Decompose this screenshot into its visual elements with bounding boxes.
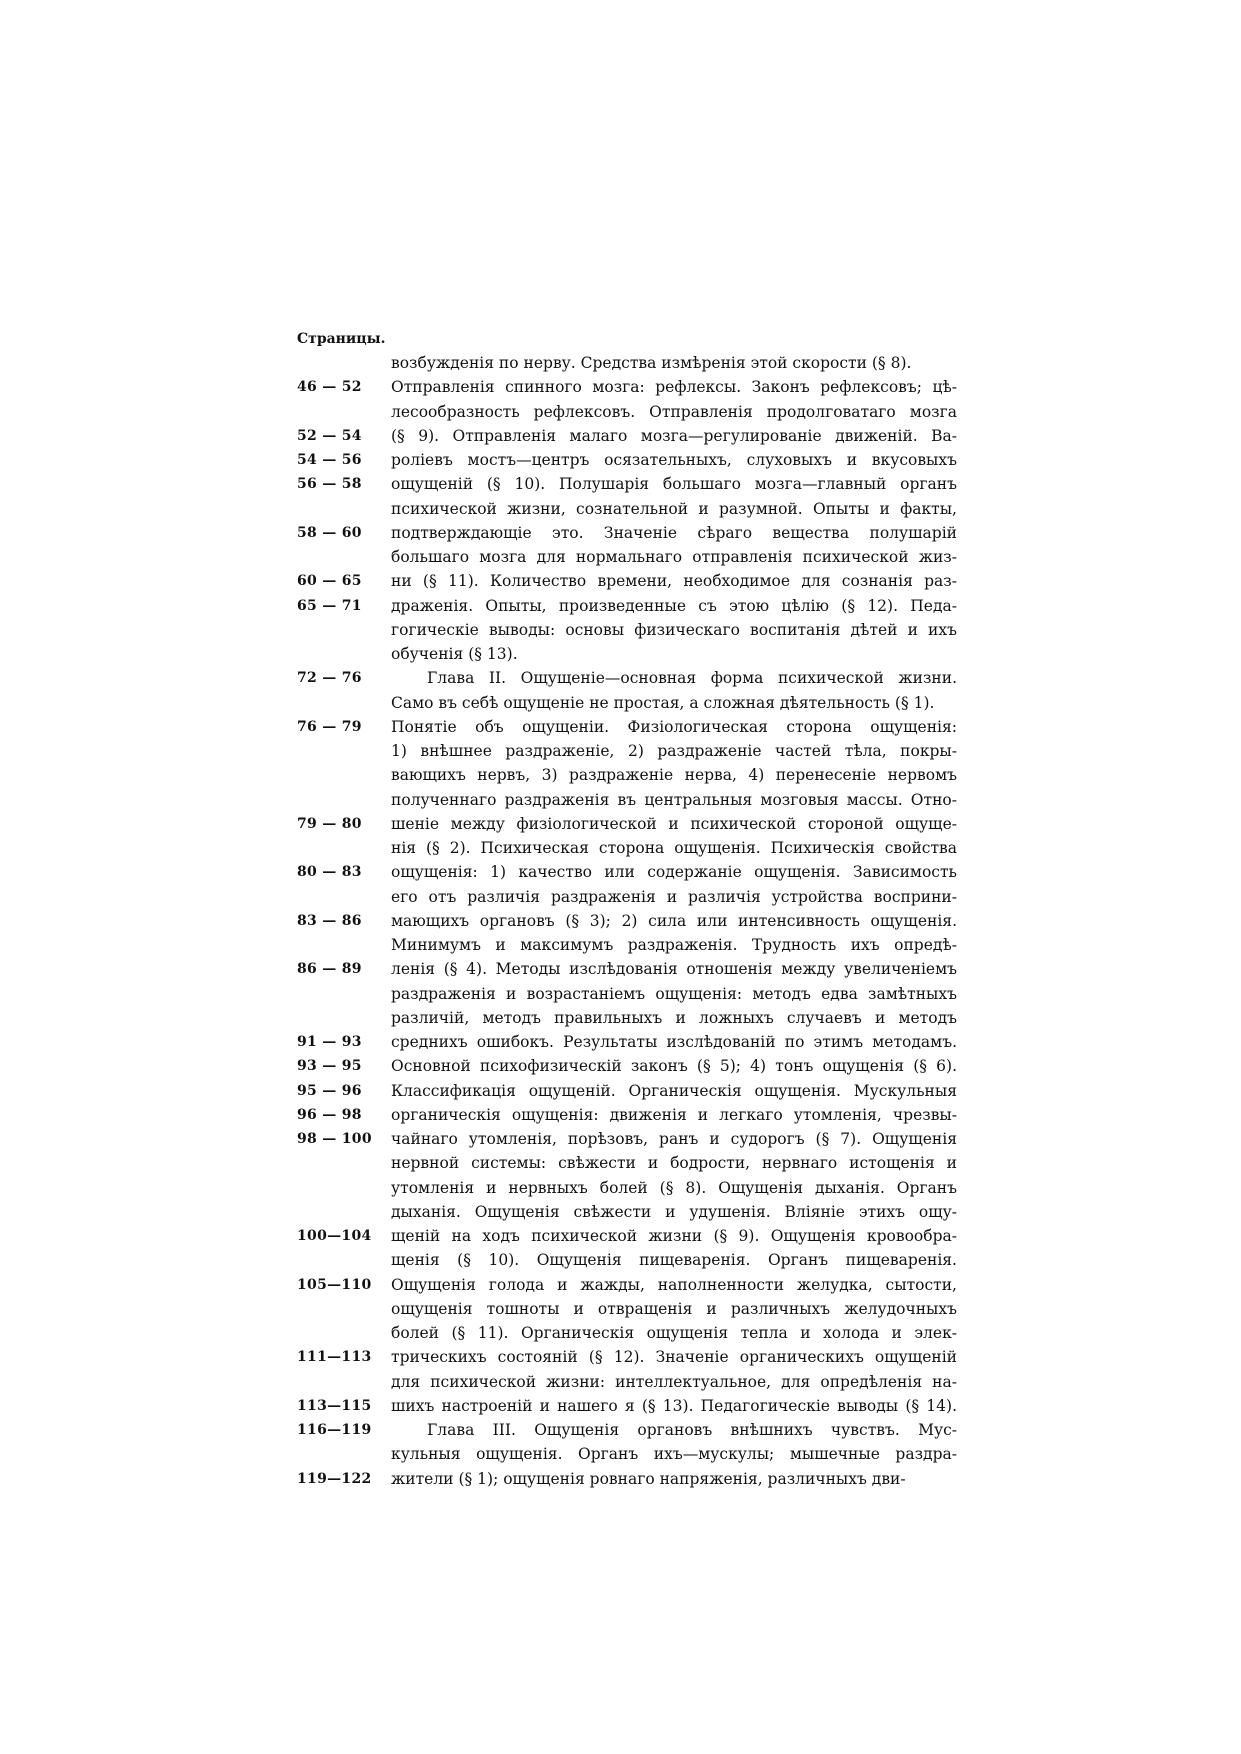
contents-row <box>297 1054 957 1078</box>
contents-text: ощущенія тошноты и отвращенія и различныхъ желудочныхъ <box>391 1299 957 1318</box>
contents-text: Понятіе объ ощущеніи. Физіологическая сторона ощущенія: <box>391 717 957 736</box>
contents-text: для психической жизни: интеллектуальное, для опредѣленія на- <box>391 1372 957 1391</box>
contents-row <box>297 1467 957 1491</box>
contents-row <box>297 594 957 618</box>
contents-row <box>297 666 957 690</box>
contents-row <box>297 1321 957 1345</box>
contents-row <box>297 1273 957 1297</box>
contents-text: его отъ различія раздраженія и различія устройства восприни- <box>391 887 957 906</box>
contents-text: болей (§ 11). Органическія ощущенія тепла и холода и элек- <box>391 1324 957 1342</box>
contents-text: 1) внѣшнее раздраженіе, 2) раздраженіе частей тѣла, покры- <box>391 742 957 760</box>
page-range: 95 — 96 <box>297 1082 362 1099</box>
page-content <box>297 327 957 1491</box>
page-range: 80 — 83 <box>297 864 362 881</box>
contents-row <box>297 1394 957 1418</box>
contents-text: раздраженія и возрастаніемъ ощущенія: методъ едва замѣтныхъ <box>391 984 957 1003</box>
contents-text: среднихъ ошибокъ. Результаты изслѣдованій по этимъ методамъ. <box>391 1033 957 1051</box>
contents-text: нервной системы: свѣжести и бодрости, нервнаго истощенія и <box>391 1154 957 1173</box>
contents-text: трическихъ состояній (§ 12). Значеніе органическихъ ощущеній <box>391 1348 957 1367</box>
page-range: 54 — 56 <box>297 452 362 468</box>
pages-column-header: Страницы. <box>297 331 386 347</box>
contents-row <box>297 1200 957 1224</box>
contents-text: ощущеній (§ 10). Полушарія большаго мозга—главный органъ <box>391 475 957 494</box>
contents-text: возбужденія по нерву. Средства измѣренія этой скорости (§ 8). <box>391 354 912 372</box>
contents-row <box>297 1345 957 1369</box>
contents-text: жители (§ 1); ощущенія ровнаго напряженія, различныхъ дви- <box>391 1469 906 1488</box>
contents-row <box>297 691 957 715</box>
contents-row <box>297 1030 957 1054</box>
contents-text: кульныя ощущенія. Органъ ихъ—мускулы; мышечные раздра- <box>391 1445 957 1464</box>
contents-text: Само въ себѣ ощущеніе не простая, а сложная дѣятельность (§ 1). <box>391 693 935 712</box>
page-range: 98 — 100 <box>297 1131 372 1147</box>
contents-text: Минимумъ и максимумъ раздраженія. Трудность ихъ опредѣ- <box>391 936 957 954</box>
contents-text: большаго мозга для нормальнаго отправленія психической жиз- <box>391 548 957 566</box>
contents-row <box>297 448 957 472</box>
contents-text: утомленія и нервныхъ болей (§ 8). Ощущенія дыханія. Органъ <box>391 1178 957 1197</box>
contents-row <box>297 1103 957 1127</box>
contents-row <box>297 860 957 884</box>
page-range: 60 — 65 <box>297 573 362 590</box>
contents-row <box>297 351 957 375</box>
contents-row <box>297 982 957 1006</box>
contents-text: ленія (§ 4). Методы изслѣдованія отношенія между увеличеніемъ <box>391 960 957 979</box>
page-range: 105—110 <box>297 1276 372 1293</box>
contents-row <box>297 836 957 860</box>
contents-text: щенія (§ 10). Ощущенія пищеваренія. Органъ пищеваренія. <box>391 1251 957 1270</box>
contents-text: Глава II. Ощущеніе—основная форма психической жизни. <box>427 669 957 688</box>
contents-row <box>297 497 957 521</box>
contents-text: гогическіе выводы: основы физическаго воспитанія дѣтей и ихъ <box>391 620 957 639</box>
contents-text: Основной психофизическій законъ (§ 5); 4) тонъ ощущенія (§ 6). <box>391 1057 957 1076</box>
contents-text: Ощущенія голода и жажды, наполненности желудка, сытости, <box>391 1275 957 1294</box>
contents-text: лесообразность рефлексовъ. Отправленія продолговатаго мозга <box>391 402 957 421</box>
contents-row <box>297 1006 957 1030</box>
contents-row <box>297 788 957 812</box>
contents-row <box>297 569 957 593</box>
contents-text: вающихъ нервъ, 3) раздраженіе нерва, 4) перенесеніе нервомъ <box>391 766 957 785</box>
contents-text: ни (§ 11). Количество времени, необходимое для сознанія раз- <box>391 572 957 591</box>
page-range: 76 — 79 <box>297 718 362 735</box>
page-range: 96 — 98 <box>297 1106 362 1123</box>
contents-row <box>297 1248 957 1272</box>
page-range: 111—113 <box>297 1349 372 1366</box>
page-range: 65 — 71 <box>297 597 362 614</box>
page-range: 100—104 <box>297 1228 372 1244</box>
contents-row <box>297 642 957 666</box>
page-range: 72 — 76 <box>297 670 362 687</box>
contents-row <box>297 521 957 545</box>
contents-text: (§ 9). Отправленія малаго мозга—регулированіе движеній. Ва- <box>391 426 957 445</box>
contents-row <box>297 715 957 739</box>
contents-row <box>297 1224 957 1248</box>
page-range: 79 — 80 <box>297 815 362 832</box>
contents-row <box>297 739 957 763</box>
contents-row <box>297 1079 957 1103</box>
contents-text: ощущенія: 1) качество или содержаніе ощущенія. Зависимость <box>391 863 957 882</box>
page-range: 52 — 54 <box>297 427 362 444</box>
page-range: 93 — 95 <box>297 1058 362 1075</box>
contents-row <box>297 1297 957 1321</box>
contents-text: драженія. Опыты, произведенные съ этою цѣлію (§ 12). Педа- <box>391 596 957 615</box>
contents-text: щеній на ходъ психической жизни (§ 9). Ощущенія кровообра- <box>391 1227 957 1245</box>
contents-row <box>297 763 957 787</box>
contents-row <box>297 1442 957 1466</box>
page-range: 46 — 52 <box>297 379 362 396</box>
contents-row <box>297 885 957 909</box>
contents-row <box>297 812 957 836</box>
contents-text: полученнаго раздраженія въ центральныя мозговыя массы. Отно- <box>391 790 957 809</box>
contents-text: подтверждающіе это. Значеніе сѣраго вещества полушарій <box>391 523 957 542</box>
contents-text: Глава III. Ощущенія органовъ внѣшнихъ чувствъ. Мус- <box>427 1421 957 1439</box>
contents-row <box>297 909 957 933</box>
contents-row <box>297 957 957 981</box>
contents-row <box>297 424 957 448</box>
contents-row <box>297 1151 957 1175</box>
contents-text: психической жизни, сознательной и разумной. Опыты и факты, <box>391 499 957 518</box>
contents-text: органическія ощущенія: движенія и легкаго утомленія, чрезвы- <box>391 1105 957 1124</box>
contents-text: шихъ настроеній и нашего я (§ 13). Педагогическіе выводы (§ 14). <box>391 1396 957 1415</box>
contents-row <box>297 545 957 569</box>
contents-row <box>297 375 957 399</box>
contents-text: шеніе между физіологической и психической стороной ощуще- <box>391 814 957 833</box>
page-range: 116—119 <box>297 1422 372 1438</box>
contents-text: различій, методъ правильныхъ и ложныхъ случаевъ и методъ <box>391 1008 957 1027</box>
contents-text: чайнаго утомленія, порѣзовъ, ранъ и судорогъ (§ 7). Ощущенія <box>391 1130 957 1148</box>
contents-row <box>297 472 957 496</box>
contents-row <box>297 933 957 957</box>
contents-row <box>297 400 957 424</box>
page-range: 83 — 86 <box>297 912 362 929</box>
contents-text: роліевъ мостъ—центръ осязательныхъ, слуховыхъ и вкусовыхъ <box>391 451 957 469</box>
contents-text: дыханія. Ощущенія свѣжести и удушенія. Вліяніе этихъ ощу- <box>391 1202 957 1221</box>
contents-text: нія (§ 2). Психическая сторона ощущенія. Психическія свойства <box>391 839 957 857</box>
contents-row <box>297 1418 957 1442</box>
contents-row <box>297 1370 957 1394</box>
contents-list <box>297 351 957 1491</box>
contents-row <box>297 618 957 642</box>
page-range: 119—122 <box>297 1470 372 1487</box>
page-range: 58 — 60 <box>297 524 362 541</box>
page-range: 86 — 89 <box>297 961 362 978</box>
contents-text: Классификація ощущеній. Органическія ощущенія. Мускульныя <box>391 1081 957 1100</box>
page-range: 113—115 <box>297 1397 372 1414</box>
page-range: 91 — 93 <box>297 1034 362 1050</box>
contents-row <box>297 1176 957 1200</box>
contents-row <box>297 1127 957 1151</box>
contents-text: мающихъ органовъ (§ 3); 2) сила или интенсивность ощущенія. <box>391 911 957 930</box>
contents-text: Отправленія спинного мозга: рефлексы. Законъ рефлексовъ; цѣ- <box>391 378 957 397</box>
page-range: 56 — 58 <box>297 476 362 493</box>
contents-text: обученія (§ 13). <box>391 645 518 663</box>
